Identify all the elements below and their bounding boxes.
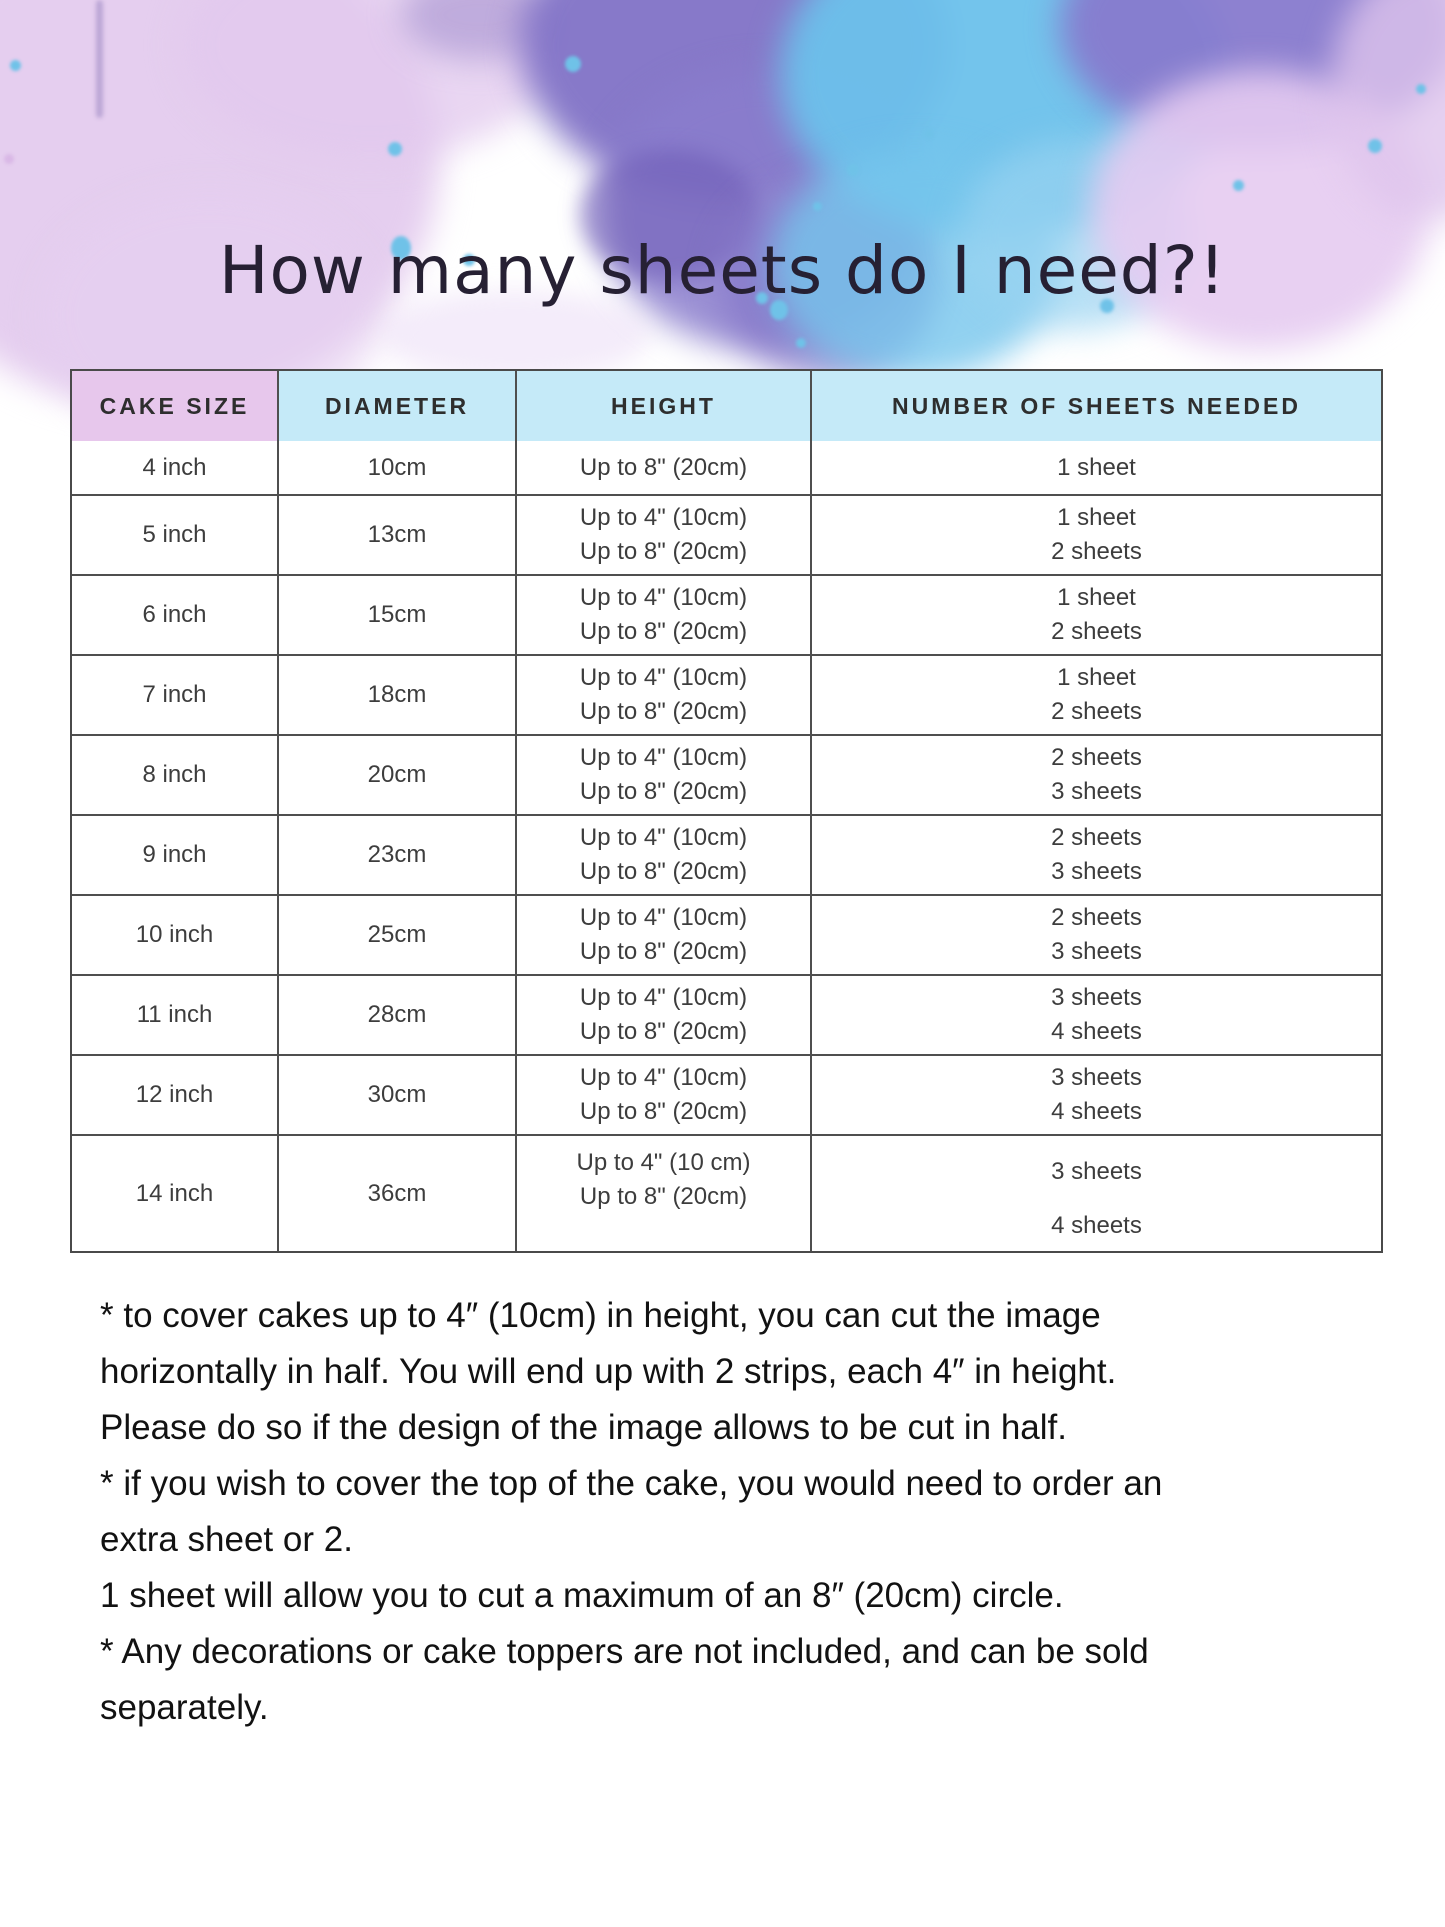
cell-cake-size xyxy=(72,976,277,1054)
note: * Any decorations or cake toppers are not included, and can be sold separately. xyxy=(100,1632,1149,1727)
cell-line: 14 inch xyxy=(135,1179,214,1207)
cell-line: 3 sheets xyxy=(1051,937,1142,965)
cell-line: 36cm xyxy=(367,1179,427,1207)
cell-line: 4 sheets xyxy=(1051,1097,1142,1125)
cell-line: Up to 8" (20cm) xyxy=(579,1017,748,1045)
cell-line: 18cm xyxy=(367,681,427,708)
cell-height xyxy=(515,1056,810,1134)
cell-line: 2 sheets xyxy=(1051,904,1142,932)
cell-line: 9 inch xyxy=(142,841,207,868)
cell-height xyxy=(515,656,810,734)
header-cake-size: CAKE SIZE xyxy=(72,371,277,441)
cell-sheets xyxy=(810,816,1381,894)
cell-line: 2 sheets xyxy=(1051,697,1142,725)
cell-height xyxy=(515,896,810,974)
note: * to cover cakes up to 4″ (10cm) in height, you can cut the image horizontally in half. You will end up with 2 strips, each 4″ in height. Please do so if the design of the image allows to be cut in half. xyxy=(100,1296,1117,1447)
cell-line: 23cm xyxy=(367,841,427,868)
cell-diameter xyxy=(277,976,515,1054)
paint-droplet xyxy=(847,164,859,176)
cell-line: Up to 4" (10cm) xyxy=(579,744,748,772)
cell-sheets xyxy=(810,441,1381,494)
paint-droplet xyxy=(1416,84,1426,94)
cell-line: 30cm xyxy=(367,1081,427,1108)
cell-line: Up to 8" (20cm) xyxy=(579,1183,748,1210)
footnotes xyxy=(100,1288,1175,1736)
table-row xyxy=(72,974,1381,1054)
header-diameter: DIAMETER xyxy=(277,371,515,441)
cell-diameter xyxy=(277,1056,515,1134)
cell-cake-size xyxy=(72,656,277,734)
cell-height xyxy=(515,441,810,494)
cell-line: 4 sheets xyxy=(1051,1211,1142,1239)
cell-height xyxy=(515,576,810,654)
cell-line: 12 inch xyxy=(135,1081,214,1108)
cell-sheets xyxy=(810,656,1381,734)
cell-line: Up to 8" (20cm) xyxy=(579,777,748,805)
cell-line: 15cm xyxy=(367,601,427,628)
cell-height xyxy=(515,496,810,574)
cell-diameter xyxy=(277,816,515,894)
cell-cake-size xyxy=(72,736,277,814)
cell-line: Up to 4" (10 cm) xyxy=(576,1149,751,1176)
cell-line: Up to 8" (20cm) xyxy=(579,537,748,565)
cell-cake-size xyxy=(72,816,277,894)
cell-line: Up to 4" (10cm) xyxy=(579,904,748,932)
cell-diameter xyxy=(277,656,515,734)
paint-droplet xyxy=(1368,139,1382,153)
cell-line: 2 sheets xyxy=(1051,744,1142,772)
cell-line: 5 inch xyxy=(142,521,207,548)
cell-line: 3 sheets xyxy=(1051,1157,1142,1185)
cell-height xyxy=(515,736,810,814)
cell-line: 8 inch xyxy=(142,761,207,788)
cell-sheets xyxy=(810,976,1381,1054)
paint-droplet xyxy=(813,202,822,211)
table-row xyxy=(72,1134,1381,1251)
paint-drip xyxy=(96,0,103,118)
cell-line: 1 sheet xyxy=(1057,453,1136,481)
cell-line: 2 sheets xyxy=(1051,617,1142,645)
cell-line: 1 sheet xyxy=(1057,584,1136,612)
table-row xyxy=(72,734,1381,814)
cell-line: 13cm xyxy=(367,521,427,548)
table-row xyxy=(72,574,1381,654)
cell-diameter xyxy=(277,1136,515,1251)
table-row xyxy=(72,814,1381,894)
cell-diameter xyxy=(277,896,515,974)
cell-cake-size xyxy=(72,576,277,654)
cell-line: Up to 8" (20cm) xyxy=(579,697,748,725)
cell-line: 3 sheets xyxy=(1051,1064,1142,1092)
cell-diameter xyxy=(277,496,515,574)
table-row xyxy=(72,494,1381,574)
cell-line: 1 sheet xyxy=(1057,664,1136,692)
cell-line: 3 sheets xyxy=(1051,984,1142,1012)
cell-line: Up to 8" (20cm) xyxy=(579,1097,748,1125)
cell-line: 3 sheets xyxy=(1051,857,1142,885)
cell-line: Up to 4" (10cm) xyxy=(579,824,748,852)
cell-diameter xyxy=(277,576,515,654)
cell-height xyxy=(515,976,810,1054)
cell-line: 4 inch xyxy=(142,453,207,481)
cell-line: Up to 4" (10cm) xyxy=(579,984,748,1012)
cell-line: Up to 8" (20cm) xyxy=(579,617,748,645)
cell-height xyxy=(515,1136,810,1251)
cell-line: 28cm xyxy=(367,1001,427,1028)
paint-droplet xyxy=(1233,180,1244,191)
cell-line: 4 sheets xyxy=(1051,1017,1142,1045)
page-title: How many sheets do I need?! xyxy=(218,232,1227,309)
sheets-table xyxy=(70,369,1383,1253)
cell-line: 2 sheets xyxy=(1051,537,1142,565)
cell-sheets xyxy=(810,736,1381,814)
cell-line: Up to 8" (20cm) xyxy=(579,857,748,885)
paint-droplet xyxy=(4,154,14,164)
paint-droplet xyxy=(924,129,934,139)
cell-height xyxy=(515,816,810,894)
table-row xyxy=(72,654,1381,734)
cell-sheets xyxy=(810,1056,1381,1134)
cell-line: Up to 8" (20cm) xyxy=(579,453,748,481)
cell-sheets xyxy=(810,576,1381,654)
cell-line: 3 sheets xyxy=(1051,777,1142,805)
header-height: HEIGHT xyxy=(515,371,810,441)
table-row xyxy=(72,1054,1381,1134)
cell-cake-size xyxy=(72,496,277,574)
note: 1 sheet will allow you to cut a maximum of an 8″ (20cm) circle. xyxy=(100,1576,1064,1615)
paint-droplet xyxy=(565,56,581,72)
cell-line: Up to 4" (10cm) xyxy=(579,584,748,612)
cell-line: 1 sheet xyxy=(1057,504,1136,532)
paint-droplet xyxy=(796,338,806,348)
cell-line: Up to 4" (10cm) xyxy=(579,504,748,532)
cell-line: 25cm xyxy=(367,921,427,948)
table-row xyxy=(72,441,1381,494)
cell-line: 7 inch xyxy=(142,681,207,708)
cell-line: 11 inch xyxy=(136,1001,213,1028)
table-body xyxy=(72,441,1381,1251)
cell-sheets xyxy=(810,896,1381,974)
cell-cake-size xyxy=(72,1056,277,1134)
cell-line: 6 inch xyxy=(142,601,207,628)
cell-cake-size xyxy=(72,1136,277,1251)
header-sheets-needed: NUMBER OF SHEETS NEEDED xyxy=(810,371,1381,441)
cell-diameter xyxy=(277,736,515,814)
table-row xyxy=(72,894,1381,974)
cell-sheets xyxy=(810,496,1381,574)
cell-cake-size xyxy=(72,896,277,974)
cell-line: 10 inch xyxy=(135,921,214,948)
cell-line: Up to 4" (10cm) xyxy=(579,664,748,692)
cell-line: 10cm xyxy=(367,453,427,481)
note: * if you wish to cover the top of the cake, you would need to order an extra sheet or 2. xyxy=(100,1464,1163,1559)
paint-droplet xyxy=(388,142,402,156)
table-header-row xyxy=(72,371,1381,441)
cell-diameter xyxy=(277,441,515,494)
cell-cake-size xyxy=(72,441,277,494)
cell-line: Up to 8" (20cm) xyxy=(579,937,748,965)
cell-line: 2 sheets xyxy=(1051,824,1142,852)
cell-sheets xyxy=(810,1136,1381,1251)
cell-line: Up to 4" (10cm) xyxy=(579,1064,748,1092)
cell-line: 20cm xyxy=(367,761,427,788)
paint-droplet xyxy=(10,60,21,71)
